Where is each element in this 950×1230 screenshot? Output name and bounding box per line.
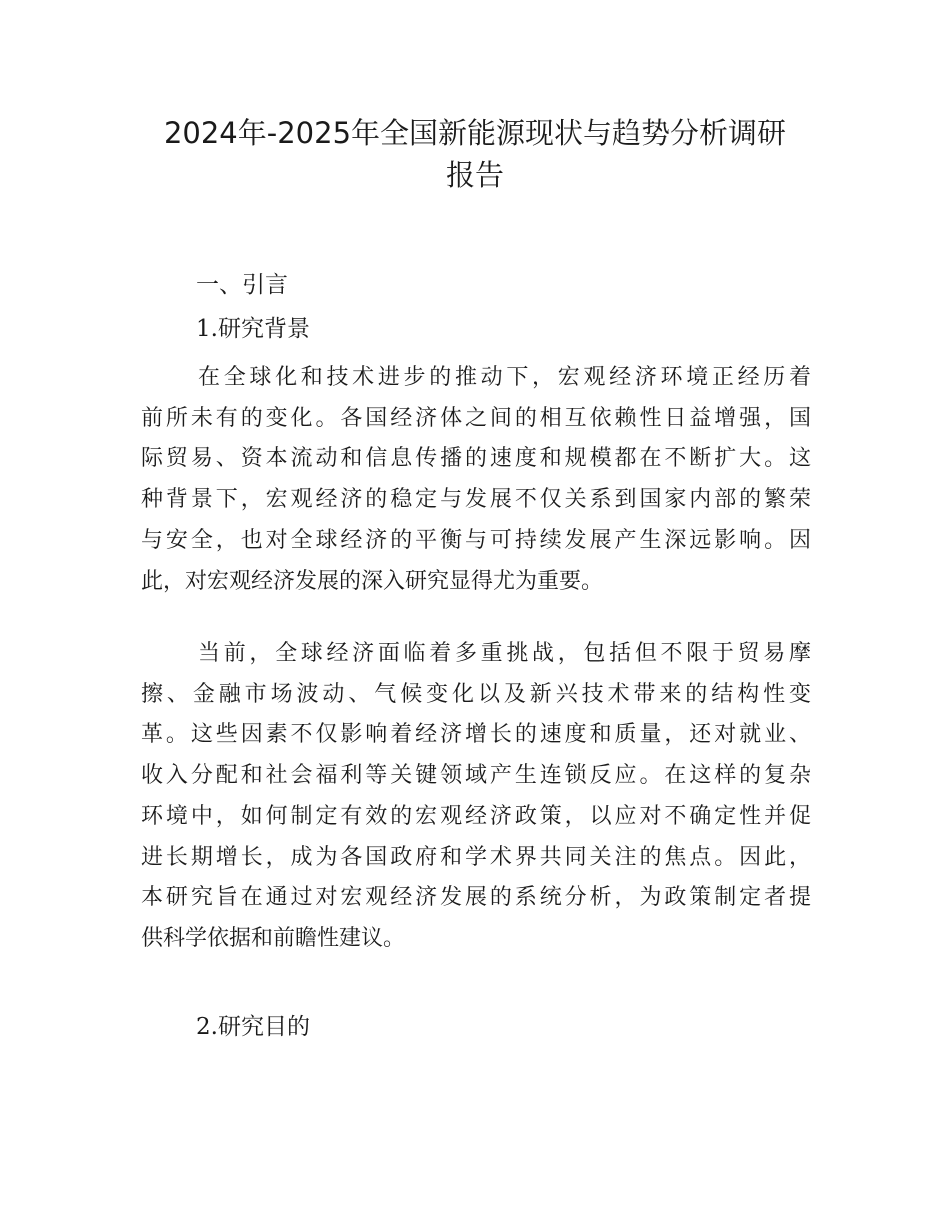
subsection-heading-research-background: 1.研究背景 bbox=[196, 316, 310, 342]
document-title bbox=[140, 112, 810, 196]
paragraph-background-1 bbox=[141, 358, 811, 602]
paragraph-line: 种背景下，宏观经济的稳定与发展不仅关系到国家内部的繁荣 bbox=[141, 487, 811, 513]
paragraph-line: 进长期增长，成为各国政府和学术界共同关注的焦点。因此， bbox=[141, 844, 811, 870]
paragraph-line: 擦、金融市场波动、气候变化以及新兴技术带来的结构性变 bbox=[141, 681, 811, 707]
paragraph-line: 当前，全球经济面临着多重挑战，包括但不限于贸易摩 bbox=[198, 641, 811, 666]
paragraph-line: 本研究旨在通过对宏观经济发展的系统分析，为政策制定者提 bbox=[141, 885, 811, 911]
paragraph-line: 供科学依据和前瞻性建议。 bbox=[141, 925, 406, 951]
subsection-heading-research-purpose: 2.研究目的 bbox=[196, 1014, 310, 1040]
paragraph-line: 前所未有的变化。各国经济体之间的相互依赖性日益增强，国 bbox=[141, 405, 811, 431]
section-heading-introduction: 一、引言 bbox=[196, 272, 288, 298]
paragraph-line: 与安全，也对全球经济的平衡与可持续发展产生深远影响。因 bbox=[141, 527, 811, 553]
paragraph-line: 环境中，如何制定有效的宏观经济政策，以应对不确定性并促 bbox=[141, 803, 811, 829]
paragraph-background-2 bbox=[141, 634, 811, 960]
title-line-1: 2024年-2025年全国新能源现状与趋势分析调研 bbox=[163, 116, 787, 150]
paragraph-line: 收入分配和社会福利等关键领域产生连锁反应。在这样的复杂 bbox=[141, 763, 811, 789]
paragraph-line: 际贸易、资本流动和信息传播的速度和规模都在不断扩大。这 bbox=[141, 446, 811, 472]
paragraph-line: 革。这些因素不仅影响着经济增长的速度和质量，还对就业、 bbox=[141, 722, 811, 748]
paragraph-line: 在全球化和技术进步的推动下，宏观经济环境正经历着 bbox=[198, 365, 811, 390]
title-line-2: 报告 bbox=[445, 158, 504, 192]
paragraph-line: 此，对宏观经济发展的深入研究显得尤为重要。 bbox=[141, 568, 604, 594]
